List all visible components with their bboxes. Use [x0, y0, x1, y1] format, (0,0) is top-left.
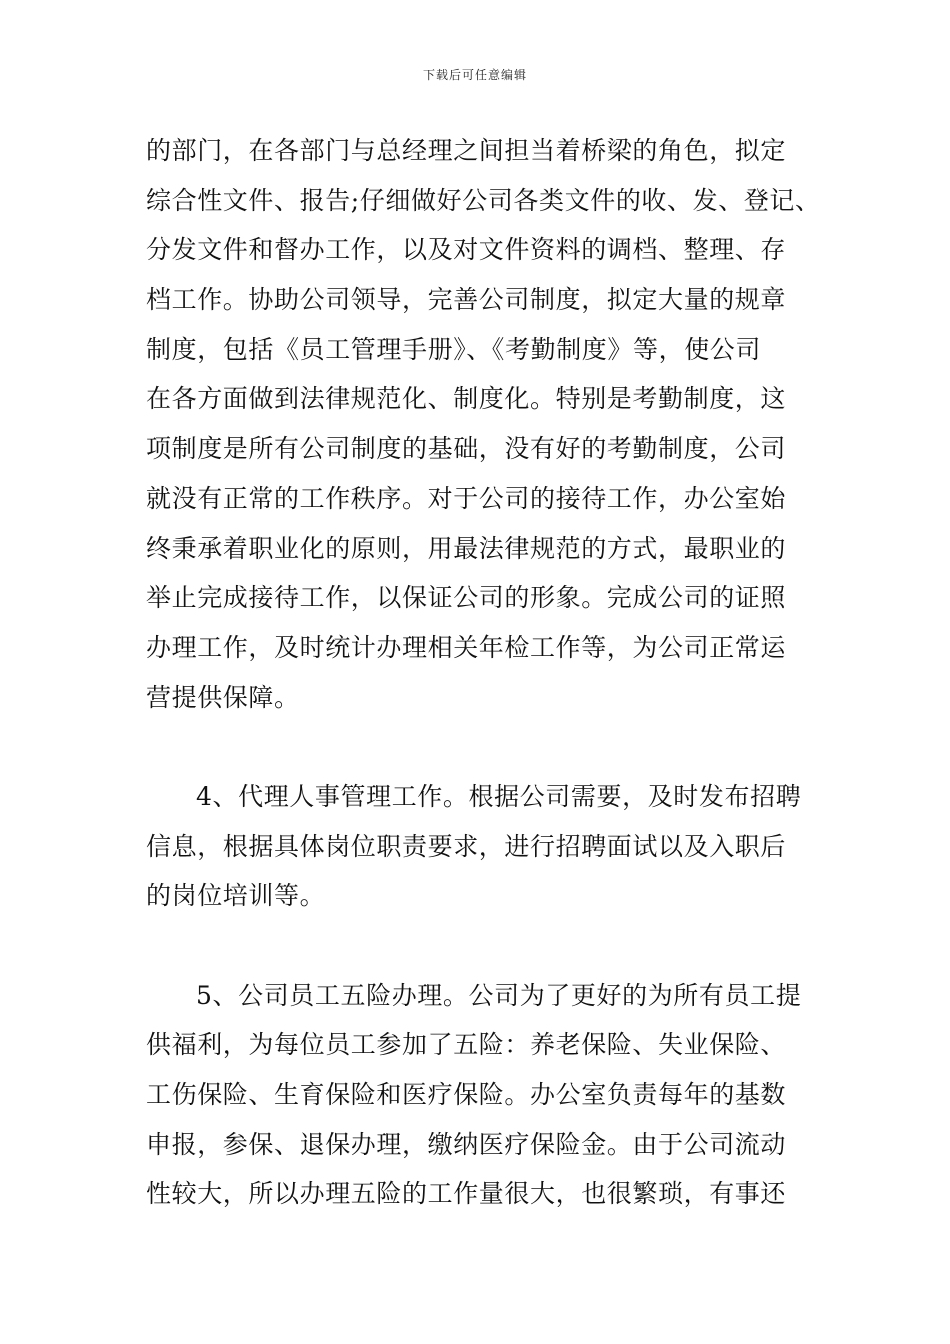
paragraph-office-duties — [146, 126, 826, 722]
paragraph-insurance — [146, 971, 826, 1219]
text-line: 综合性文件、报告;仔细做好公司各类文件的收、发、登记、 — [146, 185, 821, 215]
text-line: 项制度是所有公司制度的基础，没有好的考勤制度，公司 — [146, 434, 787, 464]
text-line: 工伤保险、生育保险和医疗保险。办公室负责每年的基数 — [146, 1080, 787, 1110]
text-line: 性较大，所以办理五险的工作量很大，也很繁琐，有事还 — [146, 1179, 787, 1209]
text-line: 信息，根据具体岗位职责要求，进行招聘面试以及入职后 — [146, 831, 787, 861]
paragraph-spacer — [146, 921, 826, 971]
text-line: 4、代理人事管理工作。根据公司需要，及时发布招聘 — [196, 781, 802, 811]
text-line: 办理工作，及时统计办理相关年检工作等，为公司正常运 — [146, 632, 787, 662]
text-line: 申报，参保、退保办理，缴纳医疗保险金。由于公司流动 — [146, 1129, 787, 1159]
text-line: 营提供保障。 — [146, 682, 300, 712]
text-line: 就没有正常的工作秩序。对于公司的接待工作，办公室始 — [146, 483, 787, 513]
text-line: 5、公司员工五险办理。公司为了更好的为所有员工提 — [196, 980, 802, 1010]
paragraph-spacer — [146, 722, 826, 772]
paragraph-hr-management — [146, 772, 826, 921]
page-header: 下载后可任意编辑 — [422, 68, 527, 82]
text-line: 终秉承着职业化的原则，用最法律规范的方式，最职业的 — [146, 533, 787, 563]
text-line: 供福利，为每位员工参加了五险：养老保险、失业保险、 — [146, 1030, 787, 1060]
text-line: 档工作。协助公司领导，完善公司制度，拟定大量的规章 — [146, 285, 787, 315]
text-line: 的岗位培训等。 — [146, 881, 326, 911]
text-line: 的部门，在各部门与总经理之间担当着桥梁的角色，拟定 — [146, 136, 787, 165]
document-body — [146, 126, 826, 1219]
text-line: 分发文件和督办工作，以及对文件资料的调档、整理、存 — [146, 235, 787, 265]
text-line: 举止完成接待工作，以保证公司的形象。完成公司的证照 — [146, 583, 787, 613]
text-line: 制度，包括《员工管理手册》、《考勤制度》等，使公司 — [146, 334, 762, 364]
text-line: 在各方面做到法律规范化、制度化。特别是考勤制度，这 — [146, 384, 787, 414]
